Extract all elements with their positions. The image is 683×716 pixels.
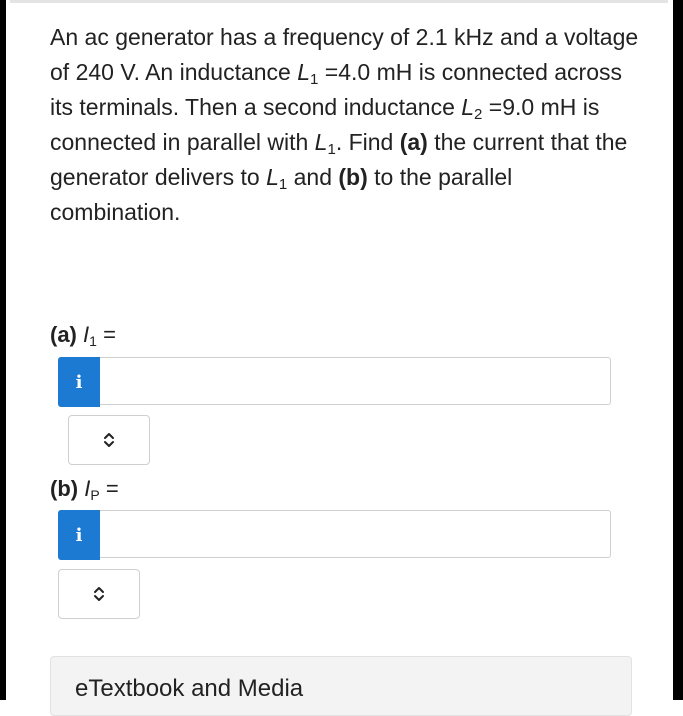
part-a-label: (a) $I_1$ = bbox=[50, 322, 116, 349]
window-edge-left bbox=[0, 0, 6, 700]
part-b-unit-select[interactable] bbox=[58, 569, 140, 619]
info-icon[interactable]: i bbox=[58, 357, 100, 407]
part-a-answer-input[interactable] bbox=[100, 357, 611, 405]
question-text: An ac generator has a frequency of 2.1 kHz and a voltage of 240 V. An inductance $L_1 =4.0$ mH is connected across its terminals. Then a second inductance $L_2 =9.0$ mH is connected in parallel with $L_1$. Find (a) the current that the generator delivers to $L_1$ and (b) to the parallel combination. bbox=[50, 24, 639, 225]
window-edge-right bbox=[673, 0, 683, 700]
etextbook-media-panel[interactable] bbox=[50, 656, 632, 716]
top-divider bbox=[10, 0, 668, 3]
part-b-answer-input[interactable] bbox=[100, 510, 611, 558]
part-a-unit-select[interactable] bbox=[68, 415, 150, 465]
info-icon[interactable]: i bbox=[58, 510, 100, 560]
part-a-answer-row bbox=[58, 357, 613, 407]
part-b-answer-row bbox=[58, 510, 613, 560]
chevron-up-down-icon bbox=[102, 431, 116, 449]
chevron-up-down-icon bbox=[92, 585, 106, 603]
etextbook-media-label: eTextbook and Media bbox=[75, 675, 304, 702]
part-b-label: (b) $I_P$ = bbox=[50, 476, 119, 503]
